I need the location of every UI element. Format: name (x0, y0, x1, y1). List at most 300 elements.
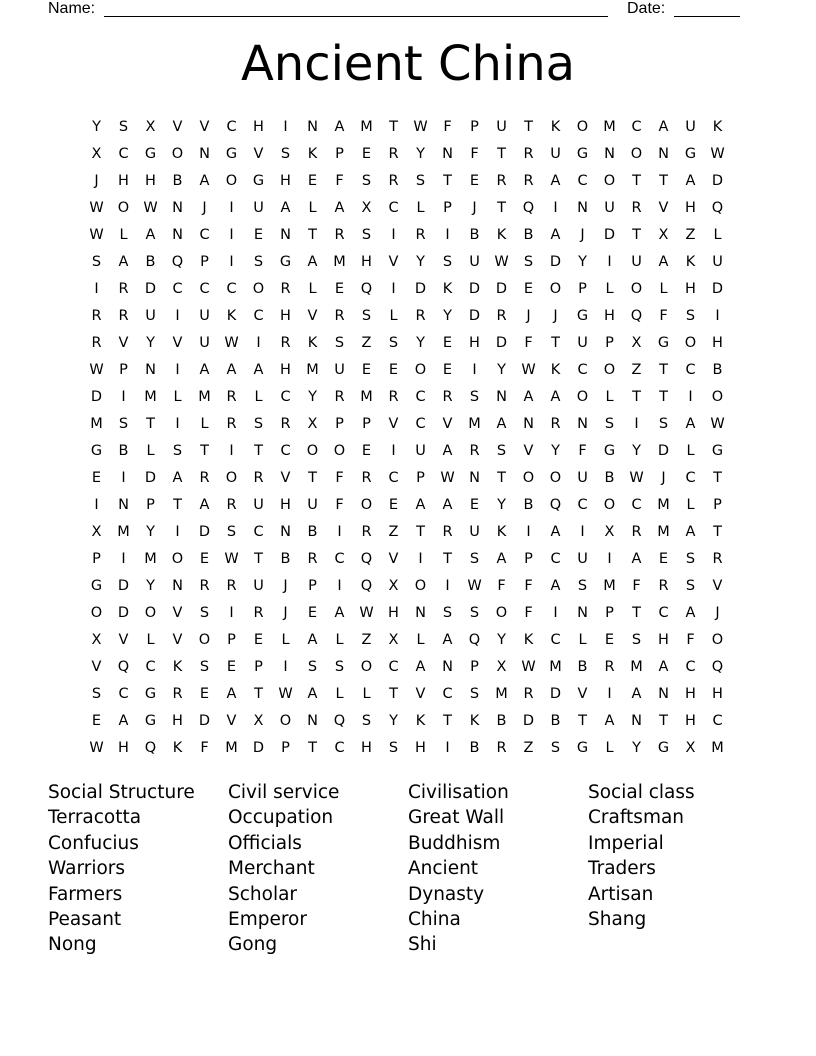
grid-letter[interactable]: T (497, 469, 506, 486)
grid-letter[interactable]: A (658, 658, 669, 675)
grid-letter[interactable]: S (226, 523, 237, 540)
grid-letter[interactable]: Y (146, 523, 155, 540)
grid-letter[interactable]: I (94, 280, 99, 297)
grid-letter[interactable]: S (685, 307, 696, 324)
grid-letter[interactable]: I (337, 523, 342, 540)
grid-letter[interactable]: F (335, 469, 344, 486)
grid-letter[interactable]: Y (146, 334, 155, 351)
grid-letter[interactable]: I (121, 550, 126, 567)
date-line[interactable] (674, 16, 740, 17)
grid-letter[interactable]: O (252, 280, 265, 297)
grid-letter[interactable]: W (413, 118, 428, 135)
grid-letter[interactable]: K (496, 226, 507, 243)
grid-letter[interactable]: D (549, 685, 562, 702)
grid-letter[interactable]: M (333, 253, 346, 270)
grid-letter[interactable]: D (117, 577, 130, 594)
grid-letter[interactable]: D (252, 739, 265, 756)
grid-letter[interactable]: V (172, 334, 183, 351)
grid-letter[interactable]: T (443, 172, 452, 189)
grid-letter[interactable]: J (715, 604, 720, 621)
grid-letter[interactable]: A (280, 199, 291, 216)
grid-letter[interactable]: H (280, 172, 291, 189)
grid-letter[interactable]: O (90, 604, 103, 621)
grid-letter[interactable]: I (229, 604, 234, 621)
grid-letter[interactable]: G (279, 253, 292, 270)
grid-letter[interactable]: C (415, 415, 426, 432)
grid-letter[interactable]: A (334, 604, 345, 621)
grid-letter[interactable]: M (198, 388, 211, 405)
grid-letter[interactable]: M (306, 361, 319, 378)
grid-letter[interactable]: F (443, 118, 452, 135)
grid-letter[interactable]: Y (416, 145, 425, 162)
grid-letter[interactable]: G (657, 739, 670, 756)
grid-letter[interactable]: A (658, 253, 669, 270)
grid-letter[interactable]: R (91, 334, 102, 351)
grid-letter[interactable]: W (89, 226, 104, 243)
grid-letter[interactable]: A (550, 226, 561, 243)
grid-letter[interactable]: E (199, 685, 210, 702)
grid-letter[interactable]: C (577, 496, 588, 513)
grid-letter[interactable]: R (226, 388, 237, 405)
grid-letter[interactable]: A (685, 604, 696, 621)
grid-letter[interactable]: U (145, 307, 156, 324)
grid-letter[interactable]: L (146, 631, 155, 648)
grid-letter[interactable]: N (280, 523, 291, 540)
grid-letter[interactable]: T (443, 550, 452, 567)
grid-letter[interactable]: R (388, 172, 399, 189)
grid-letter[interactable]: A (604, 712, 615, 729)
grid-letter[interactable]: R (523, 145, 534, 162)
grid-letter[interactable]: D (603, 226, 616, 243)
grid-letter[interactable]: C (577, 361, 588, 378)
grid-letter[interactable]: S (334, 658, 345, 675)
grid-letter[interactable]: V (253, 145, 264, 162)
grid-letter[interactable]: X (361, 199, 372, 216)
grid-letter[interactable]: I (391, 280, 396, 297)
grid-letter[interactable]: H (118, 172, 129, 189)
grid-letter[interactable]: J (661, 469, 666, 486)
grid-letter[interactable]: I (175, 361, 180, 378)
grid-letter[interactable]: S (388, 334, 399, 351)
grid-letter[interactable]: C (631, 118, 642, 135)
grid-letter[interactable]: V (442, 415, 453, 432)
grid-letter[interactable]: M (144, 388, 157, 405)
grid-letter[interactable]: H (145, 172, 156, 189)
grid-letter[interactable]: X (658, 226, 669, 243)
grid-letter[interactable]: Z (361, 631, 372, 648)
grid-letter[interactable]: B (712, 361, 723, 378)
grid-letter[interactable]: A (199, 172, 210, 189)
grid-letter[interactable]: H (118, 739, 129, 756)
grid-letter[interactable]: X (307, 415, 318, 432)
grid-letter[interactable]: O (711, 388, 724, 405)
grid-letter[interactable]: Y (497, 631, 506, 648)
grid-letter[interactable]: A (226, 685, 237, 702)
grid-letter[interactable]: B (469, 226, 480, 243)
grid-letter[interactable]: L (146, 442, 155, 459)
grid-letter[interactable]: I (391, 226, 396, 243)
grid-letter[interactable]: U (415, 442, 426, 459)
grid-letter[interactable]: Q (171, 253, 184, 270)
grid-letter[interactable]: C (415, 388, 426, 405)
grid-letter[interactable]: C (226, 280, 237, 297)
grid-letter[interactable]: T (416, 523, 425, 540)
grid-letter[interactable]: T (659, 172, 668, 189)
grid-letter[interactable]: L (578, 631, 587, 648)
grid-letter[interactable]: O (630, 145, 643, 162)
grid-letter[interactable]: M (549, 658, 562, 675)
grid-letter[interactable]: R (496, 172, 507, 189)
grid-letter[interactable]: N (469, 469, 480, 486)
grid-letter[interactable]: D (144, 469, 157, 486)
grid-letter[interactable]: W (521, 361, 536, 378)
grid-letter[interactable]: R (442, 388, 453, 405)
grid-letter[interactable]: S (685, 550, 696, 567)
grid-letter[interactable]: W (143, 199, 158, 216)
grid-letter[interactable]: K (172, 739, 183, 756)
grid-letter[interactable]: R (658, 577, 669, 594)
grid-letter[interactable]: N (442, 658, 453, 675)
grid-letter[interactable]: I (229, 442, 234, 459)
grid-letter[interactable]: K (550, 118, 561, 135)
grid-letter[interactable]: L (686, 496, 695, 513)
grid-letter[interactable]: G (603, 442, 616, 459)
grid-letter[interactable]: Y (92, 118, 101, 135)
grid-letter[interactable]: X (496, 658, 507, 675)
grid-letter[interactable]: B (118, 442, 129, 459)
grid-letter[interactable]: H (685, 280, 696, 297)
grid-letter[interactable]: R (631, 199, 642, 216)
grid-letter[interactable]: V (172, 604, 183, 621)
grid-letter[interactable]: Q (468, 631, 481, 648)
grid-letter[interactable]: H (388, 604, 399, 621)
grid-letter[interactable]: S (361, 712, 372, 729)
grid-letter[interactable]: M (360, 118, 373, 135)
grid-letter[interactable]: N (118, 496, 129, 513)
grid-letter[interactable]: S (253, 253, 264, 270)
grid-letter[interactable]: W (278, 685, 293, 702)
grid-letter[interactable]: D (549, 253, 562, 270)
grid-letter[interactable]: D (657, 442, 670, 459)
grid-letter[interactable]: O (144, 604, 157, 621)
grid-letter[interactable]: A (685, 415, 696, 432)
grid-letter[interactable]: P (119, 361, 128, 378)
grid-letter[interactable]: T (659, 361, 668, 378)
grid-letter[interactable]: K (307, 145, 318, 162)
grid-letter[interactable]: E (523, 280, 534, 297)
grid-letter[interactable]: T (713, 469, 722, 486)
grid-letter[interactable]: S (361, 172, 372, 189)
grid-letter[interactable]: C (388, 658, 399, 675)
grid-letter[interactable]: O (225, 172, 238, 189)
grid-letter[interactable]: D (522, 712, 535, 729)
grid-letter[interactable]: Y (416, 253, 425, 270)
grid-letter[interactable]: P (92, 550, 101, 567)
grid-letter[interactable]: L (335, 685, 344, 702)
grid-letter[interactable]: P (200, 253, 209, 270)
grid-letter[interactable]: E (361, 361, 372, 378)
grid-letter[interactable]: X (91, 145, 102, 162)
grid-letter[interactable]: N (604, 145, 615, 162)
grid-letter[interactable]: G (576, 307, 589, 324)
grid-letter[interactable]: L (389, 307, 398, 324)
grid-letter[interactable]: S (469, 685, 480, 702)
grid-letter[interactable]: C (388, 469, 399, 486)
grid-letter[interactable]: H (685, 199, 696, 216)
grid-letter[interactable]: M (603, 577, 616, 594)
grid-letter[interactable]: C (685, 658, 696, 675)
grid-letter[interactable]: L (362, 685, 371, 702)
grid-letter[interactable]: R (388, 388, 399, 405)
grid-letter[interactable]: P (254, 658, 263, 675)
grid-letter[interactable]: Z (685, 226, 696, 243)
grid-letter[interactable]: P (227, 631, 236, 648)
grid-letter[interactable]: C (226, 118, 237, 135)
grid-letter[interactable]: A (253, 361, 264, 378)
grid-letter[interactable]: A (118, 712, 129, 729)
grid-letter[interactable]: Z (361, 334, 372, 351)
grid-letter[interactable]: O (414, 577, 427, 594)
grid-letter[interactable]: A (118, 253, 129, 270)
grid-letter[interactable]: V (199, 118, 210, 135)
grid-letter[interactable]: G (576, 145, 589, 162)
grid-letter[interactable]: L (686, 442, 695, 459)
grid-letter[interactable]: E (388, 361, 399, 378)
grid-letter[interactable]: C (685, 361, 696, 378)
grid-letter[interactable]: P (308, 577, 317, 594)
grid-letter[interactable]: R (307, 550, 318, 567)
grid-letter[interactable]: N (577, 415, 588, 432)
grid-letter[interactable]: L (173, 388, 182, 405)
grid-letter[interactable]: X (631, 334, 642, 351)
grid-letter[interactable]: X (253, 712, 264, 729)
grid-letter[interactable]: U (253, 577, 264, 594)
grid-letter[interactable]: P (335, 145, 344, 162)
grid-letter[interactable]: R (280, 334, 291, 351)
grid-letter[interactable]: P (335, 415, 344, 432)
grid-letter[interactable]: P (470, 118, 479, 135)
grid-letter[interactable]: F (632, 577, 641, 594)
grid-letter[interactable]: E (442, 334, 453, 351)
grid-letter[interactable]: B (604, 469, 615, 486)
grid-letter[interactable]: Q (117, 658, 130, 675)
grid-letter[interactable]: J (580, 226, 585, 243)
grid-letter[interactable]: U (496, 118, 507, 135)
grid-letter[interactable]: X (145, 118, 156, 135)
grid-letter[interactable]: S (469, 388, 480, 405)
grid-letter[interactable]: U (469, 523, 480, 540)
grid-letter[interactable]: I (121, 388, 126, 405)
grid-letter[interactable]: D (495, 280, 508, 297)
grid-letter[interactable]: S (442, 604, 453, 621)
grid-letter[interactable]: N (415, 604, 426, 621)
grid-letter[interactable]: C (145, 658, 156, 675)
grid-letter[interactable]: F (524, 334, 533, 351)
grid-letter[interactable]: A (415, 658, 426, 675)
grid-letter[interactable]: L (119, 226, 128, 243)
grid-letter[interactable]: S (685, 577, 696, 594)
grid-letter[interactable]: H (280, 307, 291, 324)
grid-letter[interactable]: N (280, 226, 291, 243)
grid-letter[interactable]: C (199, 226, 210, 243)
grid-letter[interactable]: B (550, 712, 561, 729)
grid-letter[interactable]: Y (632, 442, 641, 459)
grid-letter[interactable]: R (361, 469, 372, 486)
grid-letter[interactable]: R (631, 523, 642, 540)
grid-letter[interactable]: M (495, 685, 508, 702)
grid-letter[interactable]: W (224, 334, 239, 351)
grid-letter[interactable]: P (605, 604, 614, 621)
grid-letter[interactable]: R (604, 658, 615, 675)
grid-letter[interactable]: P (578, 280, 587, 297)
grid-letter[interactable]: F (524, 604, 533, 621)
grid-letter[interactable]: A (442, 442, 453, 459)
grid-letter[interactable]: U (334, 361, 345, 378)
grid-letter[interactable]: S (91, 253, 102, 270)
grid-letter[interactable]: N (658, 145, 669, 162)
grid-letter[interactable]: K (469, 712, 480, 729)
grid-letter[interactable]: C (442, 685, 453, 702)
grid-letter[interactable]: I (175, 415, 180, 432)
grid-letter[interactable]: K (523, 631, 534, 648)
grid-letter[interactable]: B (307, 523, 318, 540)
grid-letter[interactable]: A (631, 550, 642, 567)
grid-letter[interactable]: C (199, 280, 210, 297)
grid-letter[interactable]: O (279, 712, 292, 729)
grid-letter[interactable]: H (280, 496, 291, 513)
grid-letter[interactable]: Y (497, 361, 506, 378)
grid-letter[interactable]: S (91, 685, 102, 702)
grid-letter[interactable]: T (659, 388, 668, 405)
grid-letter[interactable]: R (253, 469, 264, 486)
grid-letter[interactable]: P (524, 550, 533, 567)
grid-letter[interactable]: E (91, 712, 102, 729)
grid-letter[interactable]: C (280, 388, 291, 405)
grid-letter[interactable]: R (334, 388, 345, 405)
grid-letter[interactable]: R (388, 145, 399, 162)
grid-letter[interactable]: A (550, 577, 561, 594)
grid-letter[interactable]: Y (416, 334, 425, 351)
grid-letter[interactable]: I (553, 199, 558, 216)
grid-letter[interactable]: T (308, 739, 317, 756)
grid-letter[interactable]: W (89, 361, 104, 378)
grid-letter[interactable]: V (523, 442, 534, 459)
grid-letter[interactable]: Y (389, 712, 398, 729)
grid-letter[interactable]: V (91, 658, 102, 675)
grid-letter[interactable]: D (468, 307, 481, 324)
grid-letter[interactable]: M (657, 523, 670, 540)
grid-letter[interactable]: I (445, 577, 450, 594)
grid-letter[interactable]: L (416, 199, 425, 216)
grid-letter[interactable]: L (308, 280, 317, 297)
grid-letter[interactable]: I (175, 307, 180, 324)
grid-letter[interactable]: M (603, 118, 616, 135)
grid-letter[interactable]: O (495, 604, 508, 621)
grid-letter[interactable]: S (280, 145, 291, 162)
grid-letter[interactable]: I (688, 388, 693, 405)
grid-letter[interactable]: L (254, 388, 263, 405)
grid-letter[interactable]: C (334, 550, 345, 567)
grid-letter[interactable]: H (253, 118, 264, 135)
grid-letter[interactable]: G (144, 145, 157, 162)
grid-letter[interactable]: A (631, 685, 642, 702)
grid-letter[interactable]: R (496, 739, 507, 756)
grid-letter[interactable]: F (578, 442, 587, 459)
grid-letter[interactable]: M (117, 523, 130, 540)
grid-letter[interactable]: C (388, 199, 399, 216)
grid-letter[interactable]: A (307, 631, 318, 648)
grid-letter[interactable]: A (442, 631, 453, 648)
grid-letter[interactable]: L (713, 226, 722, 243)
grid-letter[interactable]: U (577, 469, 588, 486)
grid-letter[interactable]: O (549, 469, 562, 486)
grid-letter[interactable]: G (144, 685, 157, 702)
grid-letter[interactable]: I (418, 550, 423, 567)
grid-letter[interactable]: Y (443, 307, 452, 324)
grid-letter[interactable]: G (225, 145, 238, 162)
grid-letter[interactable]: X (685, 739, 696, 756)
grid-letter[interactable]: B (469, 739, 480, 756)
grid-letter[interactable]: U (469, 253, 480, 270)
grid-letter[interactable]: R (91, 307, 102, 324)
grid-letter[interactable]: H (361, 253, 372, 270)
grid-letter[interactable]: S (307, 658, 318, 675)
grid-letter[interactable]: V (280, 469, 291, 486)
grid-letter[interactable]: S (550, 739, 561, 756)
grid-letter[interactable]: C (334, 739, 345, 756)
grid-letter[interactable]: A (496, 415, 507, 432)
grid-letter[interactable]: L (605, 388, 614, 405)
grid-letter[interactable]: H (361, 739, 372, 756)
grid-letter[interactable]: S (361, 307, 372, 324)
grid-letter[interactable]: F (200, 739, 209, 756)
grid-letter[interactable]: N (631, 712, 642, 729)
grid-letter[interactable]: Q (522, 199, 535, 216)
grid-letter[interactable]: Y (497, 496, 506, 513)
grid-letter[interactable]: E (253, 631, 264, 648)
grid-letter[interactable]: K (415, 712, 426, 729)
grid-letter[interactable]: K (550, 361, 561, 378)
grid-letter[interactable]: P (443, 199, 452, 216)
grid-letter[interactable]: I (472, 361, 477, 378)
grid-letter[interactable]: B (172, 172, 183, 189)
grid-letter[interactable]: N (199, 145, 210, 162)
grid-letter[interactable]: C (118, 145, 129, 162)
grid-letter[interactable]: S (658, 415, 669, 432)
grid-letter[interactable]: I (634, 415, 639, 432)
grid-letter[interactable]: E (307, 172, 318, 189)
grid-letter[interactable]: C (550, 550, 561, 567)
grid-letter[interactable]: D (711, 280, 724, 297)
grid-letter[interactable]: A (199, 361, 210, 378)
grid-letter[interactable]: S (469, 550, 480, 567)
grid-letter[interactable]: V (577, 685, 588, 702)
grid-letter[interactable]: T (632, 226, 641, 243)
grid-letter[interactable]: U (199, 307, 210, 324)
grid-letter[interactable]: T (524, 118, 533, 135)
grid-letter[interactable]: J (283, 604, 288, 621)
grid-letter[interactable]: P (470, 658, 479, 675)
grid-letter[interactable]: X (604, 523, 615, 540)
grid-letter[interactable]: M (657, 496, 670, 513)
grid-letter[interactable]: I (445, 226, 450, 243)
grid-letter[interactable]: N (172, 199, 183, 216)
grid-letter[interactable]: N (442, 145, 453, 162)
grid-letter[interactable]: R (199, 469, 210, 486)
grid-letter[interactable]: P (713, 496, 722, 513)
grid-letter[interactable]: E (361, 442, 372, 459)
grid-letter[interactable]: A (307, 253, 318, 270)
